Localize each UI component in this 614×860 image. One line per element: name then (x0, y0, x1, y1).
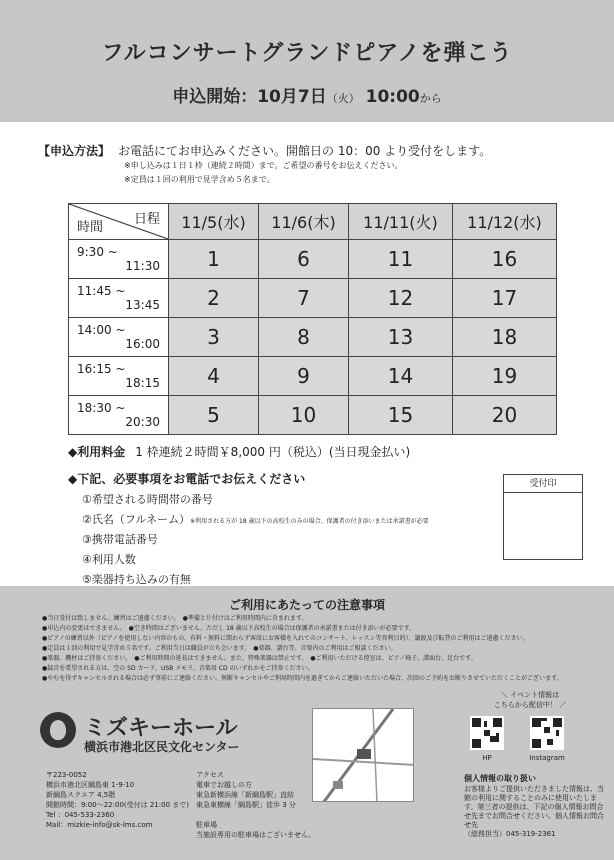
privacy-block (464, 774, 604, 839)
date-header: 11/11(火) (348, 204, 452, 240)
requirement-text: ⑤楽器持ち込みの有無 (82, 573, 191, 586)
slot-number: 18 (452, 318, 556, 357)
time-start: 18:30 ~ (77, 401, 126, 415)
map-drawing (313, 709, 414, 802)
requirement-text: ④利用人数 (82, 553, 136, 566)
time-start: 14:00 ~ (77, 323, 126, 337)
note-line: ●録音を希望される方は、空の SD カード、USB メモリ、音楽用 CD のいずれかをご持参ください。 (42, 665, 314, 672)
address-line: 〒223-0052 (46, 771, 87, 779)
schedule-row (69, 318, 557, 357)
time-start: 9:30 ~ (77, 245, 118, 259)
slot-number: 19 (452, 357, 556, 396)
address-line: 新綱島スクエア 4,5階 (46, 791, 116, 799)
access-line: 電車でお越しの方 (196, 781, 252, 789)
start-day: （火） (326, 92, 360, 105)
start-suffix: から (419, 92, 442, 105)
access-line: 駐車場 (196, 821, 217, 829)
time-end: 13:45 (125, 298, 160, 312)
slot-number: 12 (348, 279, 452, 318)
notes-title: ご利用にあたっての注意事項 (228, 598, 385, 612)
schedule-row (69, 396, 557, 435)
time-slot (69, 240, 169, 279)
slot-number: 16 (452, 240, 556, 279)
reception-stamp-label: 受付印 (504, 475, 582, 493)
time-slot (69, 396, 169, 435)
access-map (312, 708, 414, 802)
address-line: 横浜市港北区綱島東 1-9-10 (46, 781, 135, 789)
usage-fee (68, 443, 410, 460)
note-line: ●定員は１回の利用で見学含め５名です。ご利用当日は職員が立ち会います。 ●楽器、譜台等、音楽内のご利用はご相談ください。 (42, 645, 397, 652)
corner-time-label: 時間 (77, 220, 104, 235)
address-line: Tel ：045-533-2360 (46, 811, 115, 819)
slot-number: 15 (348, 396, 452, 435)
hall-logo-icon (40, 712, 76, 748)
schedule-corner (69, 204, 169, 240)
schedule-row (69, 240, 557, 279)
application-method (38, 142, 491, 159)
requirement-text: ②氏名（フルネーム） (82, 513, 191, 526)
fee-value: 1 枠連続２時間￥8,000 円（税込）(当日現金払い) (135, 445, 411, 459)
instagram-qr-code[interactable] (530, 716, 564, 750)
access-line: 東急新横浜線「新綱島駅」直結 (196, 791, 294, 799)
privacy-title: 個人情報の取り扱い (464, 774, 536, 783)
note-line: ●ピアノの練習以外（ピアノを使用しない内容のもの、有料・無料に関わらず客席にお客様を入れてのコンサート、レッスン等営利目的）、譲渡及び転貸のご利用はご遠慮ください。 (42, 635, 529, 642)
reception-stamp-box (503, 474, 583, 560)
time-end: 18:15 (125, 376, 160, 390)
schedule-row (69, 357, 557, 396)
date-header: 11/5(水) (169, 204, 259, 240)
requirement-item (82, 490, 429, 510)
method-note-2: ※定員は１回の利用で見学含め５名まで。 (124, 175, 275, 184)
method-text: お電話にてお申込みください。開館日の 10：00 より受付をします。 (118, 144, 492, 158)
address-line: 開館時間：9:00～22:00(受付は 21:00 まで) (46, 801, 189, 809)
date-header: 11/6(木) (258, 204, 348, 240)
start-label: 申込開始：10月7日 (172, 87, 327, 107)
time-end: 16:00 (125, 337, 160, 351)
slot-number: 14 (348, 357, 452, 396)
requirements-heading: ◆下記、必要事項をお電話でお伝えください (68, 472, 306, 486)
slot-number: 7 (258, 279, 348, 318)
access-block (196, 770, 315, 840)
note-line: ●やむを得ずキャンセルされる場合は必ず事前にご連絡ください。無断キャンセルやご利用時間内を過ぎてからご連絡いただいた場合、次回のご予約をお断りさせていただくことがございます。 (42, 675, 563, 682)
time-slot (69, 357, 169, 396)
requirements-list (82, 490, 429, 590)
access-line: 東急東横線「綱島駅」徒歩 3 分 (196, 801, 296, 809)
access-line (196, 810, 315, 820)
hp-label: HP (482, 754, 492, 762)
requirement-item (82, 530, 429, 550)
application-start (0, 82, 614, 107)
slot-number: 5 (169, 396, 259, 435)
privacy-text: お客様よりご提供いただきました情報は、当館の利用に関することのみに使用いたします。第三者の提供は、下記の個人情報お問合せ先までお問合せください。個人情報お問合せ先 （総務担当）045-319-2361 (464, 785, 604, 838)
slot-number: 6 (258, 240, 348, 279)
schedule-row (69, 279, 557, 318)
slot-number: 20 (452, 396, 556, 435)
method-note-1: ※申し込みは１日１枠（連続２時間）まで。ご希望の番号をお伝えください。 (124, 161, 403, 170)
method-tag: 【申込方法】 (38, 144, 111, 158)
schedule-header-row (69, 204, 557, 240)
time-end: 11:30 (125, 259, 160, 273)
slot-number: 1 (169, 240, 259, 279)
requirement-text: ①希望される時間帯の番号 (82, 493, 213, 506)
event-info: ＼ イベント情報は こちらから配信中！ ／ (493, 691, 567, 709)
slot-number: 13 (348, 318, 452, 357)
requirement-item (82, 510, 429, 530)
note-line: ●当日受付は致しません。練習はご遠慮ください。 ●準備と片付けはご利用時間内に含まれます。 (42, 615, 308, 622)
requirement-note: ※利用される方が 18 歳以下の高校生のみの場合、保護者の付き添いまたは承諾書が必要 (190, 518, 429, 525)
time-start: 16:15 ~ (77, 362, 126, 376)
slot-number: 11 (348, 240, 452, 279)
schedule-table (68, 203, 557, 435)
slot-number: 17 (452, 279, 556, 318)
hall-name: ミズキーホール (84, 716, 238, 741)
hall-subname: 横浜市港北区民文化センター (84, 740, 240, 754)
address-line: Mail：mizkie-info@sk-lms.com (46, 821, 153, 829)
date-header: 11/12(水) (452, 204, 556, 240)
access-line: アクセス (196, 771, 224, 779)
instagram-label: Instagram (529, 754, 565, 762)
corner-date-label: 日程 (133, 212, 160, 227)
time-slot (69, 318, 169, 357)
time-end: 20:30 (125, 415, 160, 429)
time-slot (69, 279, 169, 318)
slot-number: 9 (258, 357, 348, 396)
time-start: 11:45 ~ (77, 284, 126, 298)
requirement-item (82, 550, 429, 570)
address-block (46, 770, 189, 830)
slot-number: 2 (169, 279, 259, 318)
notes-list (42, 614, 602, 684)
slot-number: 10 (258, 396, 348, 435)
note-line: ●楽器、機材はご持参ください。 ●ご利用時間の延長はできません。また、特殊楽器は禁止です。 ●ご利用いただける控室は、ピアノ椅子、譜面台、足台です。 (42, 655, 477, 662)
start-time: 10:00 (365, 87, 420, 107)
fee-label: ◆利用料金 (68, 445, 126, 459)
hp-qr-code[interactable] (470, 716, 504, 750)
note-line: ●申込内の変更はできません。 ●空き時間はございません。ただし 18 歳以下高校生の場合は保護者の承諾書または付き添いが必要です。 (42, 625, 416, 632)
page-title: フルコンサートグランドピアノを弾こう (101, 41, 513, 66)
requirement-text: ③携帯電話番号 (82, 533, 158, 546)
access-line: 当施設専用の駐車場はございません。 (196, 831, 316, 839)
slot-number: 4 (169, 357, 259, 396)
slot-number: 3 (169, 318, 259, 357)
slot-number: 8 (258, 318, 348, 357)
